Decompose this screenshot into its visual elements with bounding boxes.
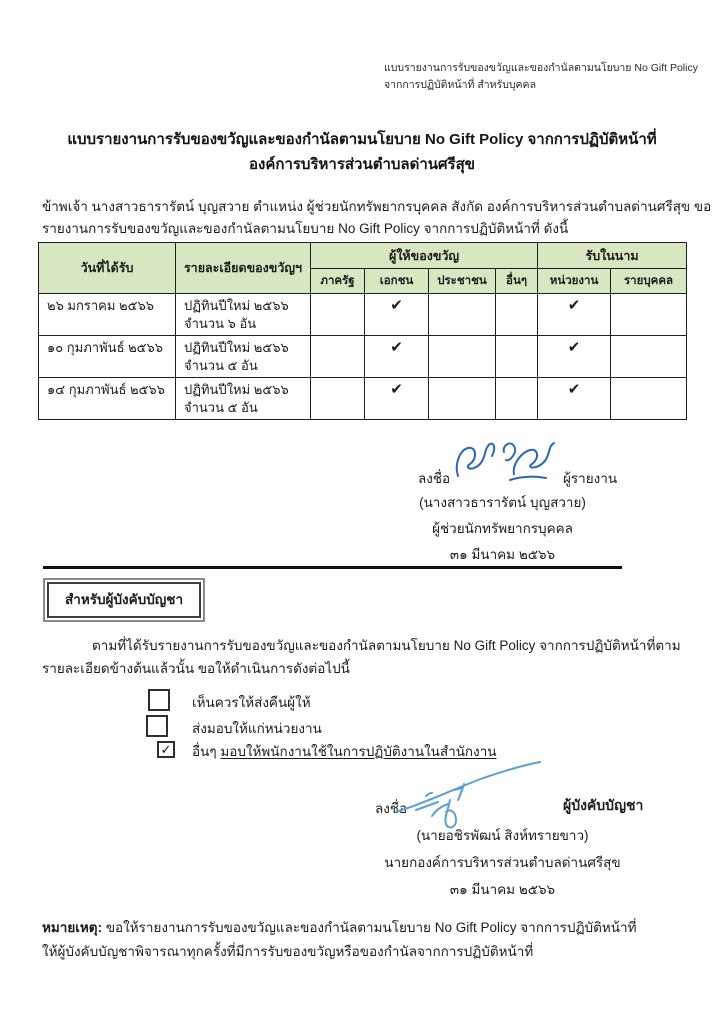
intro-line1: ข้าพเจ้า นางสาวธารารัตน์ บุญสวาย ตำแหน่ง ผู้ช่วยนักทรัพยากรบุคคล สังกัด องค์การบริหารส่วนตำบลด่านศรีสุข ขอ [42, 199, 712, 214]
col-group-received: รับในนาม [538, 243, 687, 269]
supervisor-paragraph [42, 634, 702, 680]
supervisor-date: ๓๑ มีนาคม ๒๕๖๖ [449, 882, 556, 897]
checkbox-other-label [192, 740, 497, 762]
page-title [0, 127, 724, 177]
cell-check-government [311, 336, 365, 378]
cell-check-government [311, 378, 365, 420]
cell-date: ๒๖ มกราคม ๒๕๖๖ [39, 294, 176, 336]
checkbox-other-underlined: มอบให้พนักงานใช้ในการปฏิบัติงานในสำนักงาน [220, 744, 497, 759]
cell-date: ๑๐ กุมภาพันธ์ ๒๕๖๖ [39, 336, 176, 378]
table-row [39, 378, 687, 420]
col-group-giver: ผู้ให้ของขวัญ [311, 243, 538, 269]
cell-check-citizen [429, 294, 496, 336]
note-line1-rest: ขอให้รายงานการรับของขวัญและของกำนัลตามนโยบาย No Gift Policy จากการปฏิบัติหน้าที่ [102, 920, 637, 935]
col-header-private: เอกชน [365, 269, 429, 294]
cell-check-agency: ✔ [538, 294, 611, 336]
page-title-line2: องค์การบริหารส่วนตำบลด่านศรีสุข [249, 156, 475, 173]
supervisor-role-label: ผู้บังคับบัญชา [563, 797, 644, 813]
checkbox-return-to-giver[interactable] [148, 689, 170, 711]
note-line1 [42, 916, 702, 940]
cell-details [176, 294, 311, 336]
corner-note-line1: แบบรายงานการรับของขวัญและของกำนัลตามนโยบาย No Gift Policy [384, 62, 698, 74]
supervisor-position: นายกองค์การบริหารส่วนตำบลด่านศรีสุข [384, 855, 621, 870]
reporter-role-label: ผู้รายงาน [563, 471, 618, 486]
reporter-signature-image [452, 436, 564, 486]
cell-check-private: ✔ [365, 378, 429, 420]
note-paragraph [42, 916, 702, 964]
cell-date: ๑๔ กุมภาพันธ์ ๒๕๖๖ [39, 378, 176, 420]
cell-check-other [496, 336, 538, 378]
cell-check-government [311, 294, 365, 336]
note-line2: ให้ผู้บังคับบัญชาพิจารณาทุกครั้งที่มีการรับของขวัญหรือของกำนัลจากการปฏิบัติหน้าที่ [42, 944, 534, 959]
corner-note [384, 60, 698, 94]
table-row [39, 336, 687, 378]
supervisor-box-label: สำหรับผู้บังคับบัญชา [47, 582, 201, 618]
checkbox-other-checked[interactable] [157, 741, 175, 758]
supervisor-par-line2: รายละเอียดข้างต้นแล้วนั้น ขอให้ดำเนินการดังต่อไปนี้ [42, 661, 350, 676]
col-header-details: รายละเอียดของขวัญฯ [176, 243, 311, 294]
cell-check-private: ✔ [365, 336, 429, 378]
col-header-individual: รายบุคคล [611, 269, 687, 294]
reporter-sign-details [390, 490, 615, 568]
detail-line2: จำนวน ๕ อัน [184, 400, 258, 415]
detail-line2: จำนวน ๕ อัน [184, 358, 258, 373]
checkbox-return-to-giver-label: เห็นควรให้ส่งคืนผู้ให้ [192, 695, 311, 710]
reporter-sign-label: ลงชื่อ [418, 471, 451, 486]
cell-details [176, 378, 311, 420]
detail-line2: จำนวน ๖ อัน [184, 316, 257, 331]
checkmark-icon: ✓ [160, 742, 172, 757]
cell-check-private: ✔ [365, 294, 429, 336]
col-header-date: วันที่ได้รับ [39, 243, 176, 294]
intro-line2: รายงานการรับของขวัญและของกำนัลตามนโยบาย No Gift Policy จากการปฏิบัติหน้าที่ ดังนี้ [42, 221, 569, 236]
intro-paragraph [42, 196, 712, 240]
col-header-government: ภาครัฐ [311, 269, 365, 294]
cell-check-agency: ✔ [538, 336, 611, 378]
checkbox-give-to-agency[interactable] [146, 715, 168, 737]
cell-check-individual [611, 336, 687, 378]
detail-line1: ปฏิทินปีใหม่ ๒๕๖๖ [184, 340, 289, 355]
cell-check-other [496, 378, 538, 420]
detail-line1: ปฏิทินปีใหม่ ๒๕๖๖ [184, 382, 289, 397]
cell-check-citizen [429, 378, 496, 420]
cell-check-citizen [429, 336, 496, 378]
checkbox-other-prefix: อื่นๆ [192, 744, 221, 759]
page-title-line1: แบบรายงานการรับของขวัญและของกำนัลตามนโยบาย No Gift Policy จากการปฏิบัติหน้าที่ [67, 131, 657, 148]
gift-report-table [38, 242, 687, 420]
supervisor-sign-details [355, 822, 650, 903]
corner-note-line2: จากการปฏิบัติหน้าที่ สำหรับบุคคล [384, 79, 537, 91]
supervisor-name: (นายอชิรพัฒน์ สิงห์ทรายขาว) [416, 828, 589, 843]
note-prefix: หมายเหตุ: [42, 920, 103, 935]
col-header-agency: หน่วยงาน [538, 269, 611, 294]
col-header-citizen: ประชาชน [429, 269, 496, 294]
checkbox-give-to-agency-label: ส่งมอบให้แก่หน่วยงาน [192, 721, 322, 736]
cell-check-agency: ✔ [538, 378, 611, 420]
cell-check-individual [611, 294, 687, 336]
reporter-date: ๓๑ มีนาคม ๒๕๖๖ [449, 547, 556, 562]
supervisor-par-line1: ตามที่ได้รับรายงานการรับของขวัญและของกำนัลตามนโยบาย No Gift Policy จากการปฏิบัติหน้าที่ตาม [92, 638, 681, 653]
reporter-name: (นางสาวธารารัตน์ บุญสวาย) [419, 495, 586, 510]
section-divider [43, 566, 622, 569]
cell-check-individual [611, 378, 687, 420]
cell-check-other [496, 294, 538, 336]
col-header-other: อื่นๆ [496, 269, 538, 294]
supervisor-sign-label: ลงชื่อ [375, 801, 408, 816]
reporter-position: ผู้ช่วยนักทรัพยากรบุคคล [432, 521, 573, 536]
table-row [39, 294, 687, 336]
cell-details [176, 336, 311, 378]
supervisor-section-box [43, 578, 205, 622]
detail-line1: ปฏิทินปีใหม่ ๒๕๖๖ [184, 298, 289, 313]
